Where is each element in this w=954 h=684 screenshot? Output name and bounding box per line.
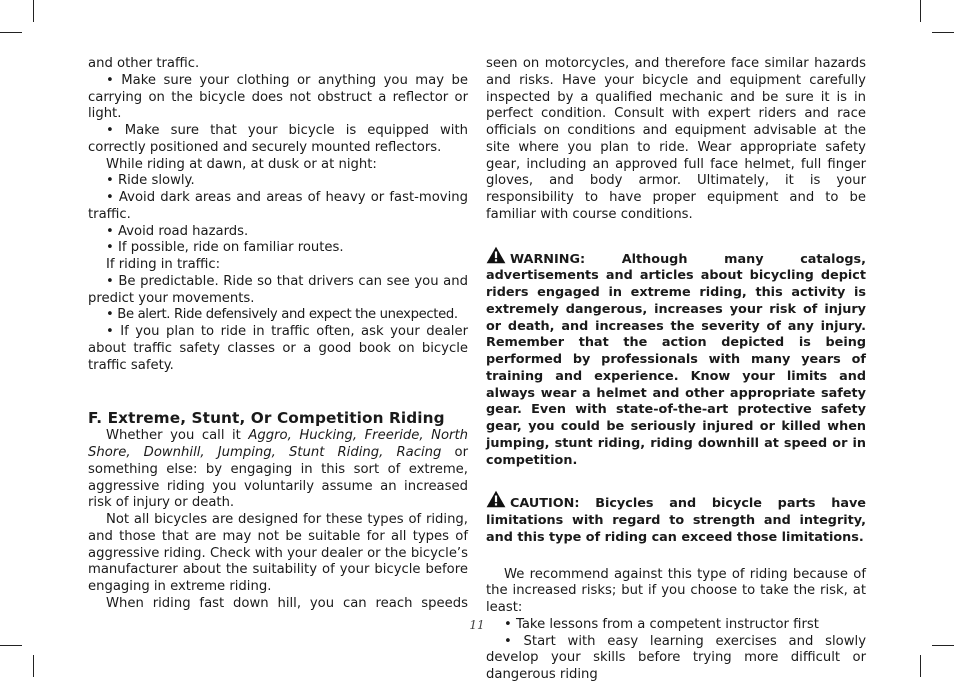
bullet-item: • Ride slowly.	[106, 173, 195, 189]
paragraph: and other traffic.	[88, 56, 200, 71]
paragraph: We recommend against this type of riding because of the increased risks; but if you choose to take the risk, at least:	[486, 566, 866, 615]
paragraph: seen on motorcycles, and therefore face similar hazards and risks. Have your bicycle and equipment carefully inspected by a qualified mechanic and be sure it is in perfect condition. Consult with expert riders and race officials on conditions and equipment advisable at the site where you plan to ride. Wear appropriate safety gear, including an approved full face helmet, full finger gloves, and body armor. Ultimately, it is your responsibility to have proper equipment and to be familiar with course conditions.	[486, 56, 866, 222]
warning-triangle-icon	[486, 246, 506, 264]
bullet-item: • Avoid road hazards.	[106, 223, 249, 239]
paragraph: When riding fast down hill, you can reach speeds	[106, 595, 468, 611]
bullet-item: • Be predictable. Ride so that drivers can see you and predict your movements.	[88, 273, 468, 306]
bullet-item: • Be alert. Ride defensively and expect the unexpected.	[106, 307, 458, 323]
subheading-text: While riding at dawn, at dusk or at night:	[106, 156, 377, 172]
page-number: 11	[469, 618, 485, 632]
text-run: Whether you call it	[106, 428, 249, 444]
crop-mark	[0, 32, 22, 33]
bullet-item: • Make sure that your bicycle is equipped with correctly positioned and securely mounted reflectors.	[88, 123, 468, 155]
warning-text: WARNING: Although many catalogs, advertisements and articles about bicycling depict riders engaged in extreme riding, this activity is extremely dangerous, increases your risk of injury or death, and increases the severity of any injury. Remember that the action depicted is being performed by professionals with many years of training and experience. Know your limits and always wear a helmet and other appropriate safety gear. Even with state-of-the-art protective safety gear, you could be seriously injured or killed when jumping, stunt riding, riding downhill at speed or in competition.	[486, 251, 866, 468]
paragraph: Not all bicycles are designed for these types of riding, and those that are may not be suitable for all types of aggressive riding. Check with your dealer or the bicycle’s manufacturer about the suitability of your bicycle before engaging in extreme riding.	[88, 512, 468, 594]
bullet-item: • Take lessons from a competent instructor first	[504, 616, 819, 632]
spacer	[486, 224, 866, 246]
crop-mark	[920, 655, 921, 677]
italic-text: Aggro, Hucking, Freeride, North Shore, Downhill, Jumping, Stunt Riding, Racing	[88, 428, 468, 460]
caution-text: CAUTION: Bicycles and bicycle parts have limitations with regard to strength and integrity, and this type of riding can exceed those limitations.	[486, 496, 866, 545]
warning-triangle-icon	[486, 490, 506, 508]
text-run: or something else: by engaging in this sort of extreme, aggressive riding you voluntarily assume an increased risk of injury or death.	[88, 445, 469, 511]
crop-mark	[932, 32, 954, 33]
paragraph	[88, 428, 468, 512]
right-column	[486, 56, 866, 684]
crop-mark	[0, 645, 22, 646]
caution-block	[486, 490, 866, 546]
crop-mark	[33, 655, 34, 677]
section-heading: F. Extreme, Stunt, Or Competition Riding	[88, 409, 445, 428]
crop-mark	[932, 645, 954, 646]
crop-mark	[33, 0, 34, 22]
warning-block	[486, 246, 866, 470]
bullet-item: • Avoid dark areas and areas of heavy or fast-moving traffic.	[88, 190, 468, 222]
bullet-item: • Make sure your clothing or anything you may be carrying on the bicycle does not obstruct a reflector or light.	[88, 72, 468, 122]
bullet-item: • Start with easy learning exercises and slowly develop your skills before trying more difficult or dangerous riding	[486, 633, 866, 682]
bullet-item: • If you plan to ride in traffic often, ask your dealer about traffic safety classes or a good book on bicycle traffic safety.	[88, 324, 468, 373]
bullet-item: • If possible, ride on familiar routes.	[106, 240, 344, 256]
spacer	[486, 547, 866, 567]
left-column	[88, 56, 468, 613]
subheading-text: If riding in traffic:	[106, 257, 221, 272]
crop-mark	[920, 0, 921, 22]
spacer	[486, 469, 866, 490]
